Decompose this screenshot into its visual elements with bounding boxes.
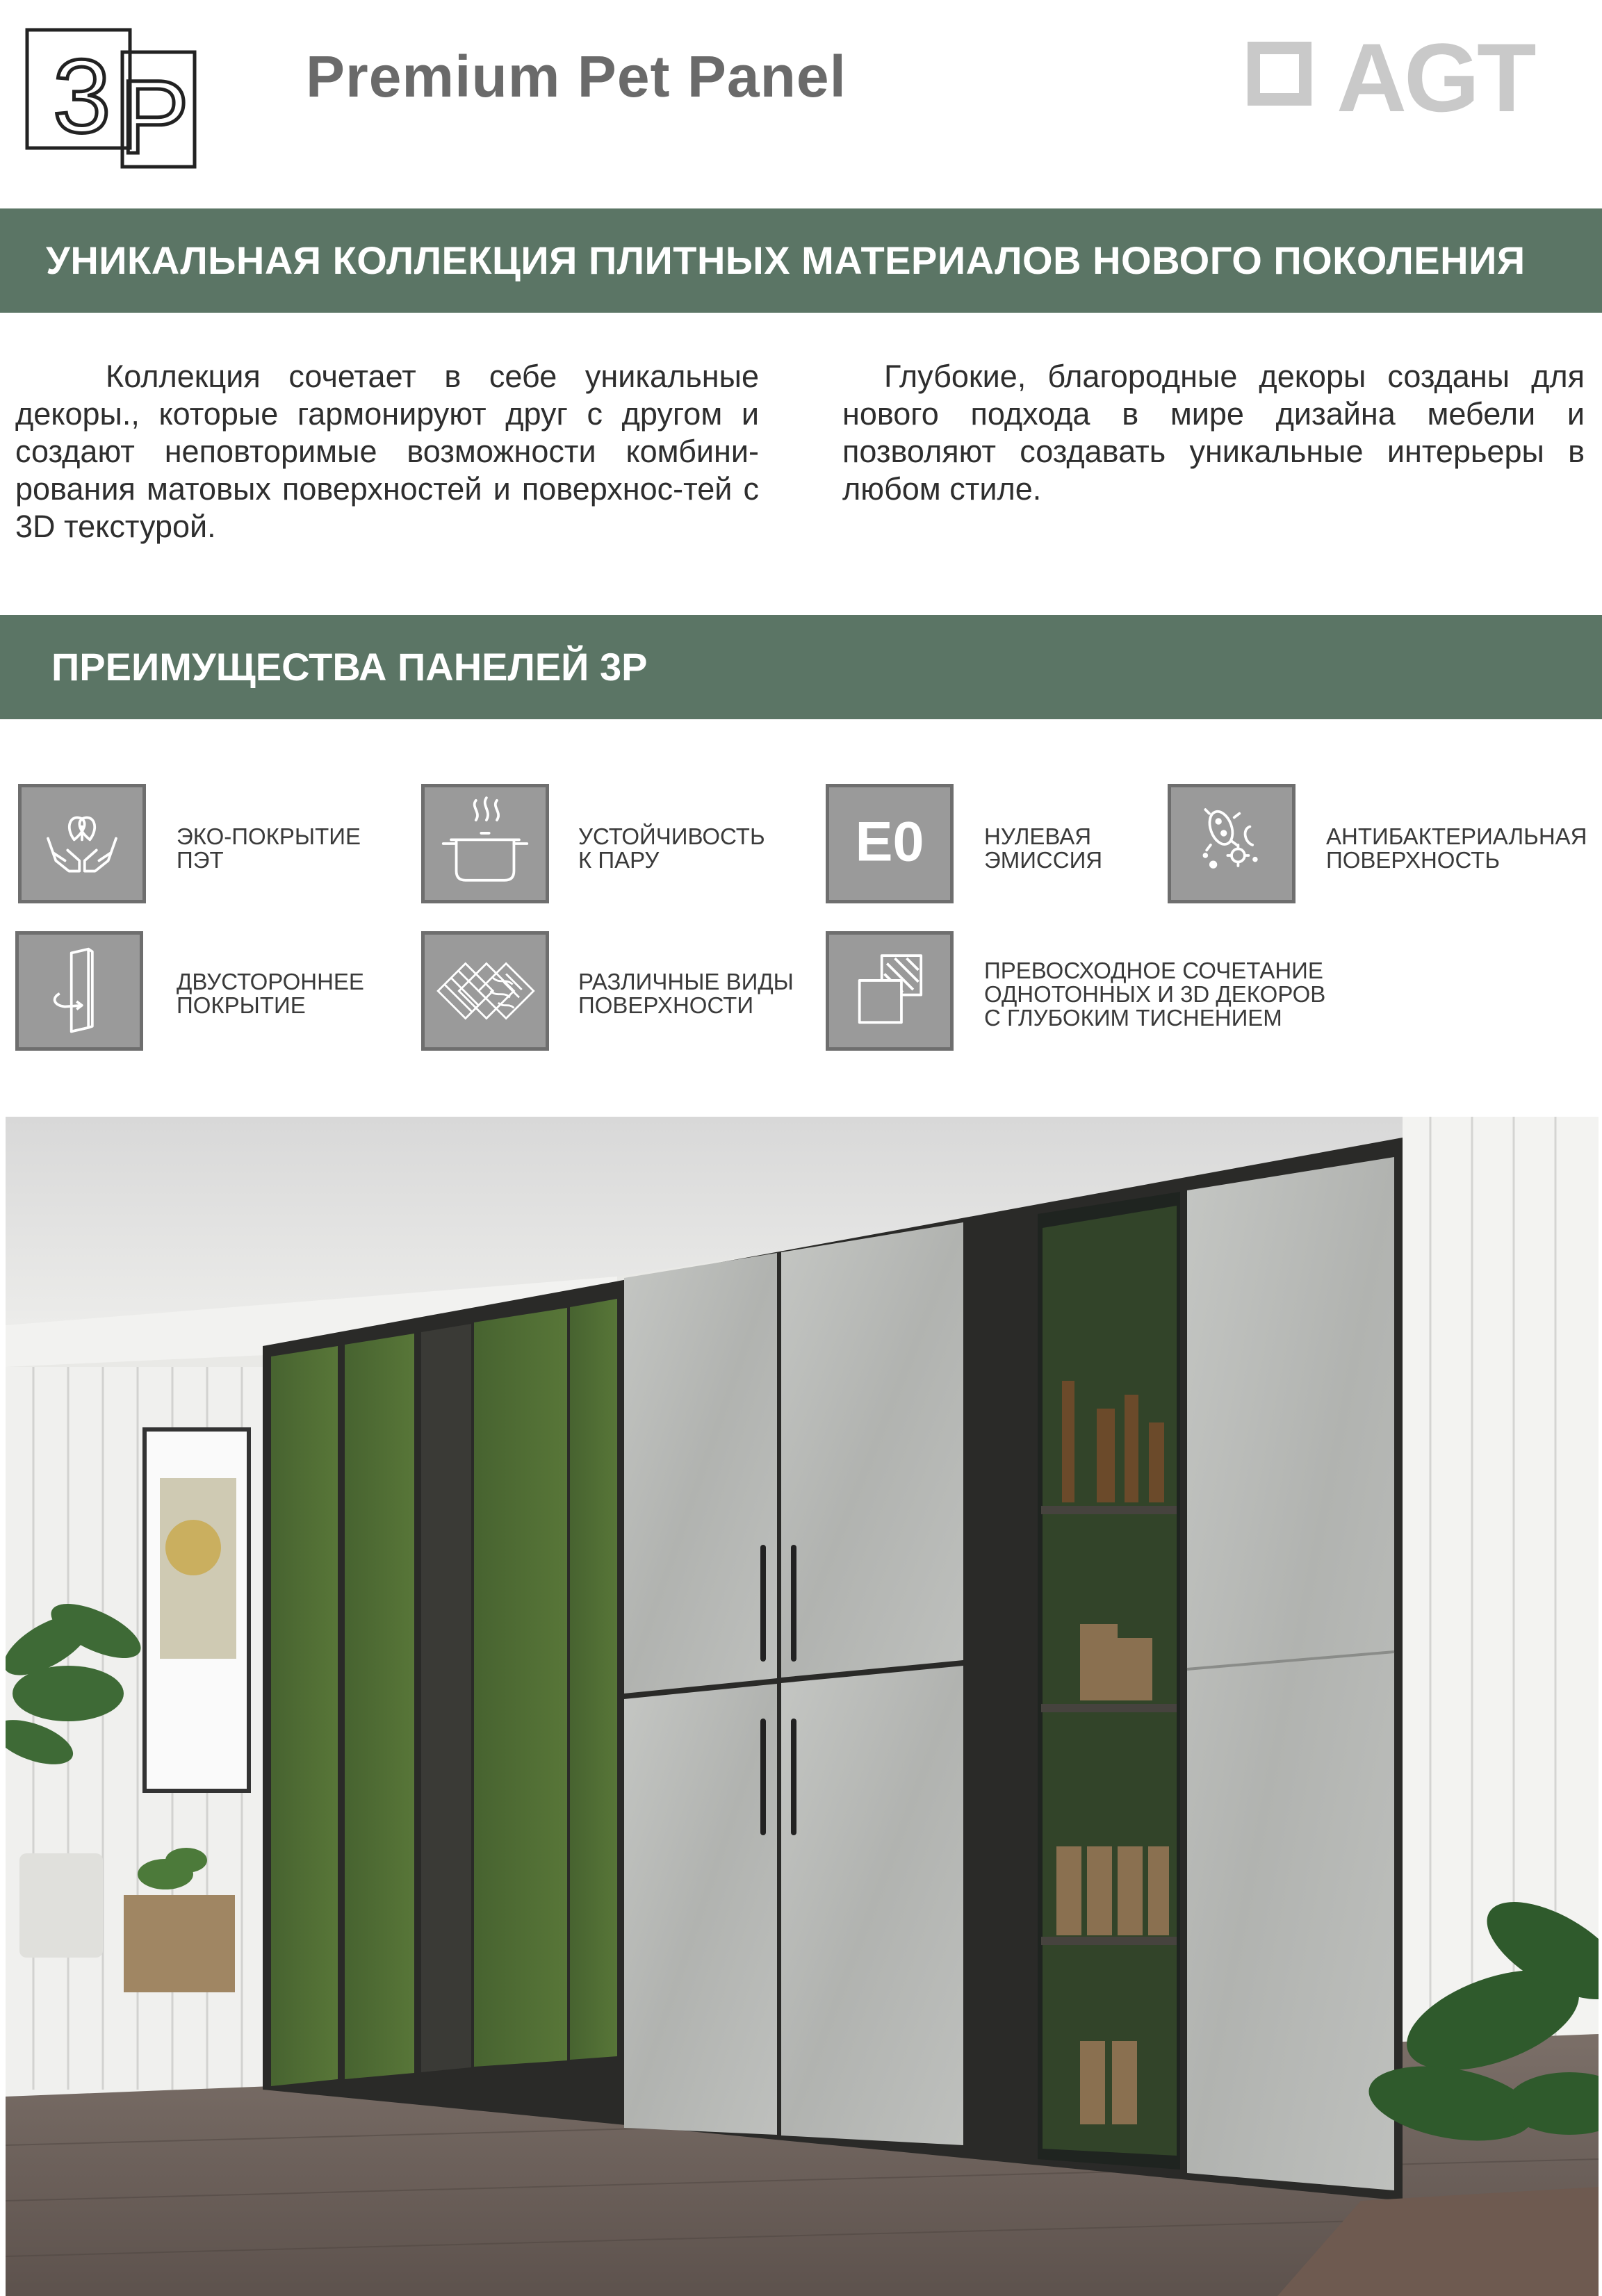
product-title: Premium Pet Panel (306, 44, 847, 109)
feature-double-sided-label: ДВУСТОРОННЕЕ ПОКРЫТИЕ (177, 969, 364, 1018)
feature-emission-label: НУЛЕВАЯ ЭМИССИЯ (984, 823, 1103, 873)
e0-emission-icon (826, 784, 954, 903)
advantages-heading: ПРЕИМУЩЕСТВА ПАНЕЛЕЙ 3P (51, 645, 648, 689)
texture-samples-icon (421, 931, 549, 1051)
intro-paragraph-right (842, 358, 1585, 508)
feature-surfaces-label: РАЗЛИЧНЫЕ ВИДЫ ПОВЕРХНОСТИ (578, 969, 794, 1018)
agt-brand-text: AGT (1337, 23, 1534, 132)
logo-p-glyph: P (120, 58, 190, 170)
feature-steam-label: УСТОЙЧИВОСТЬ К ПАРУ (578, 823, 765, 873)
rotating-panel-icon (15, 931, 143, 1051)
advantages-heading-bar (0, 615, 1602, 719)
overlapping-squares-icon (826, 931, 954, 1051)
collection-heading-bar (0, 208, 1602, 313)
intro-text-left: Коллекция сочетает в себе уникальные декоры., которые гармонируют друг с другом и создают неповторимые возможности комбини-рования матовых поверхностей и поверхнос-тей с 3D текстурой. (15, 359, 759, 544)
collection-heading: УНИКАЛЬНАЯ КОЛЛЕКЦИЯ ПЛИТНЫХ МАТЕРИАЛОВ НОВОГО ПОКОЛЕНИЯ (46, 238, 1526, 282)
steaming-pot-icon (421, 784, 549, 903)
feature-combination-label: ПРЕВОСХОДНОЕ СОЧЕТАНИЕ ОДНОТОННЫХ И 3D ДЕКОРОВ С ГЛУБОКИМ ТИСНЕНИЕМ (984, 958, 1326, 1031)
agt-logo (1248, 23, 1560, 132)
agt-square-icon (1248, 42, 1311, 106)
antibacterial-icon (1168, 784, 1296, 903)
3p-logo (25, 28, 199, 170)
e0-icon-text: E0 (855, 810, 924, 874)
intro-text-right: Глубокие, благородные декоры созданы для нового подхода в мире дизайна мебели и позволяют создавать уникальные интерьеры в любом стиле. (842, 359, 1585, 507)
feature-eco-label: ЭКО-ПОКРЫТИЕ ПЭТ (177, 823, 361, 873)
eco-hands-leaf-icon (18, 784, 146, 903)
intro-paragraph-left (15, 358, 759, 546)
logo-3-glyph: 3 (53, 38, 111, 154)
interior-photo (6, 1117, 1599, 2296)
feature-antibacterial-label: АНТИБАКТЕРИАЛЬНАЯ ПОВЕРХНОСТЬ (1326, 823, 1587, 873)
